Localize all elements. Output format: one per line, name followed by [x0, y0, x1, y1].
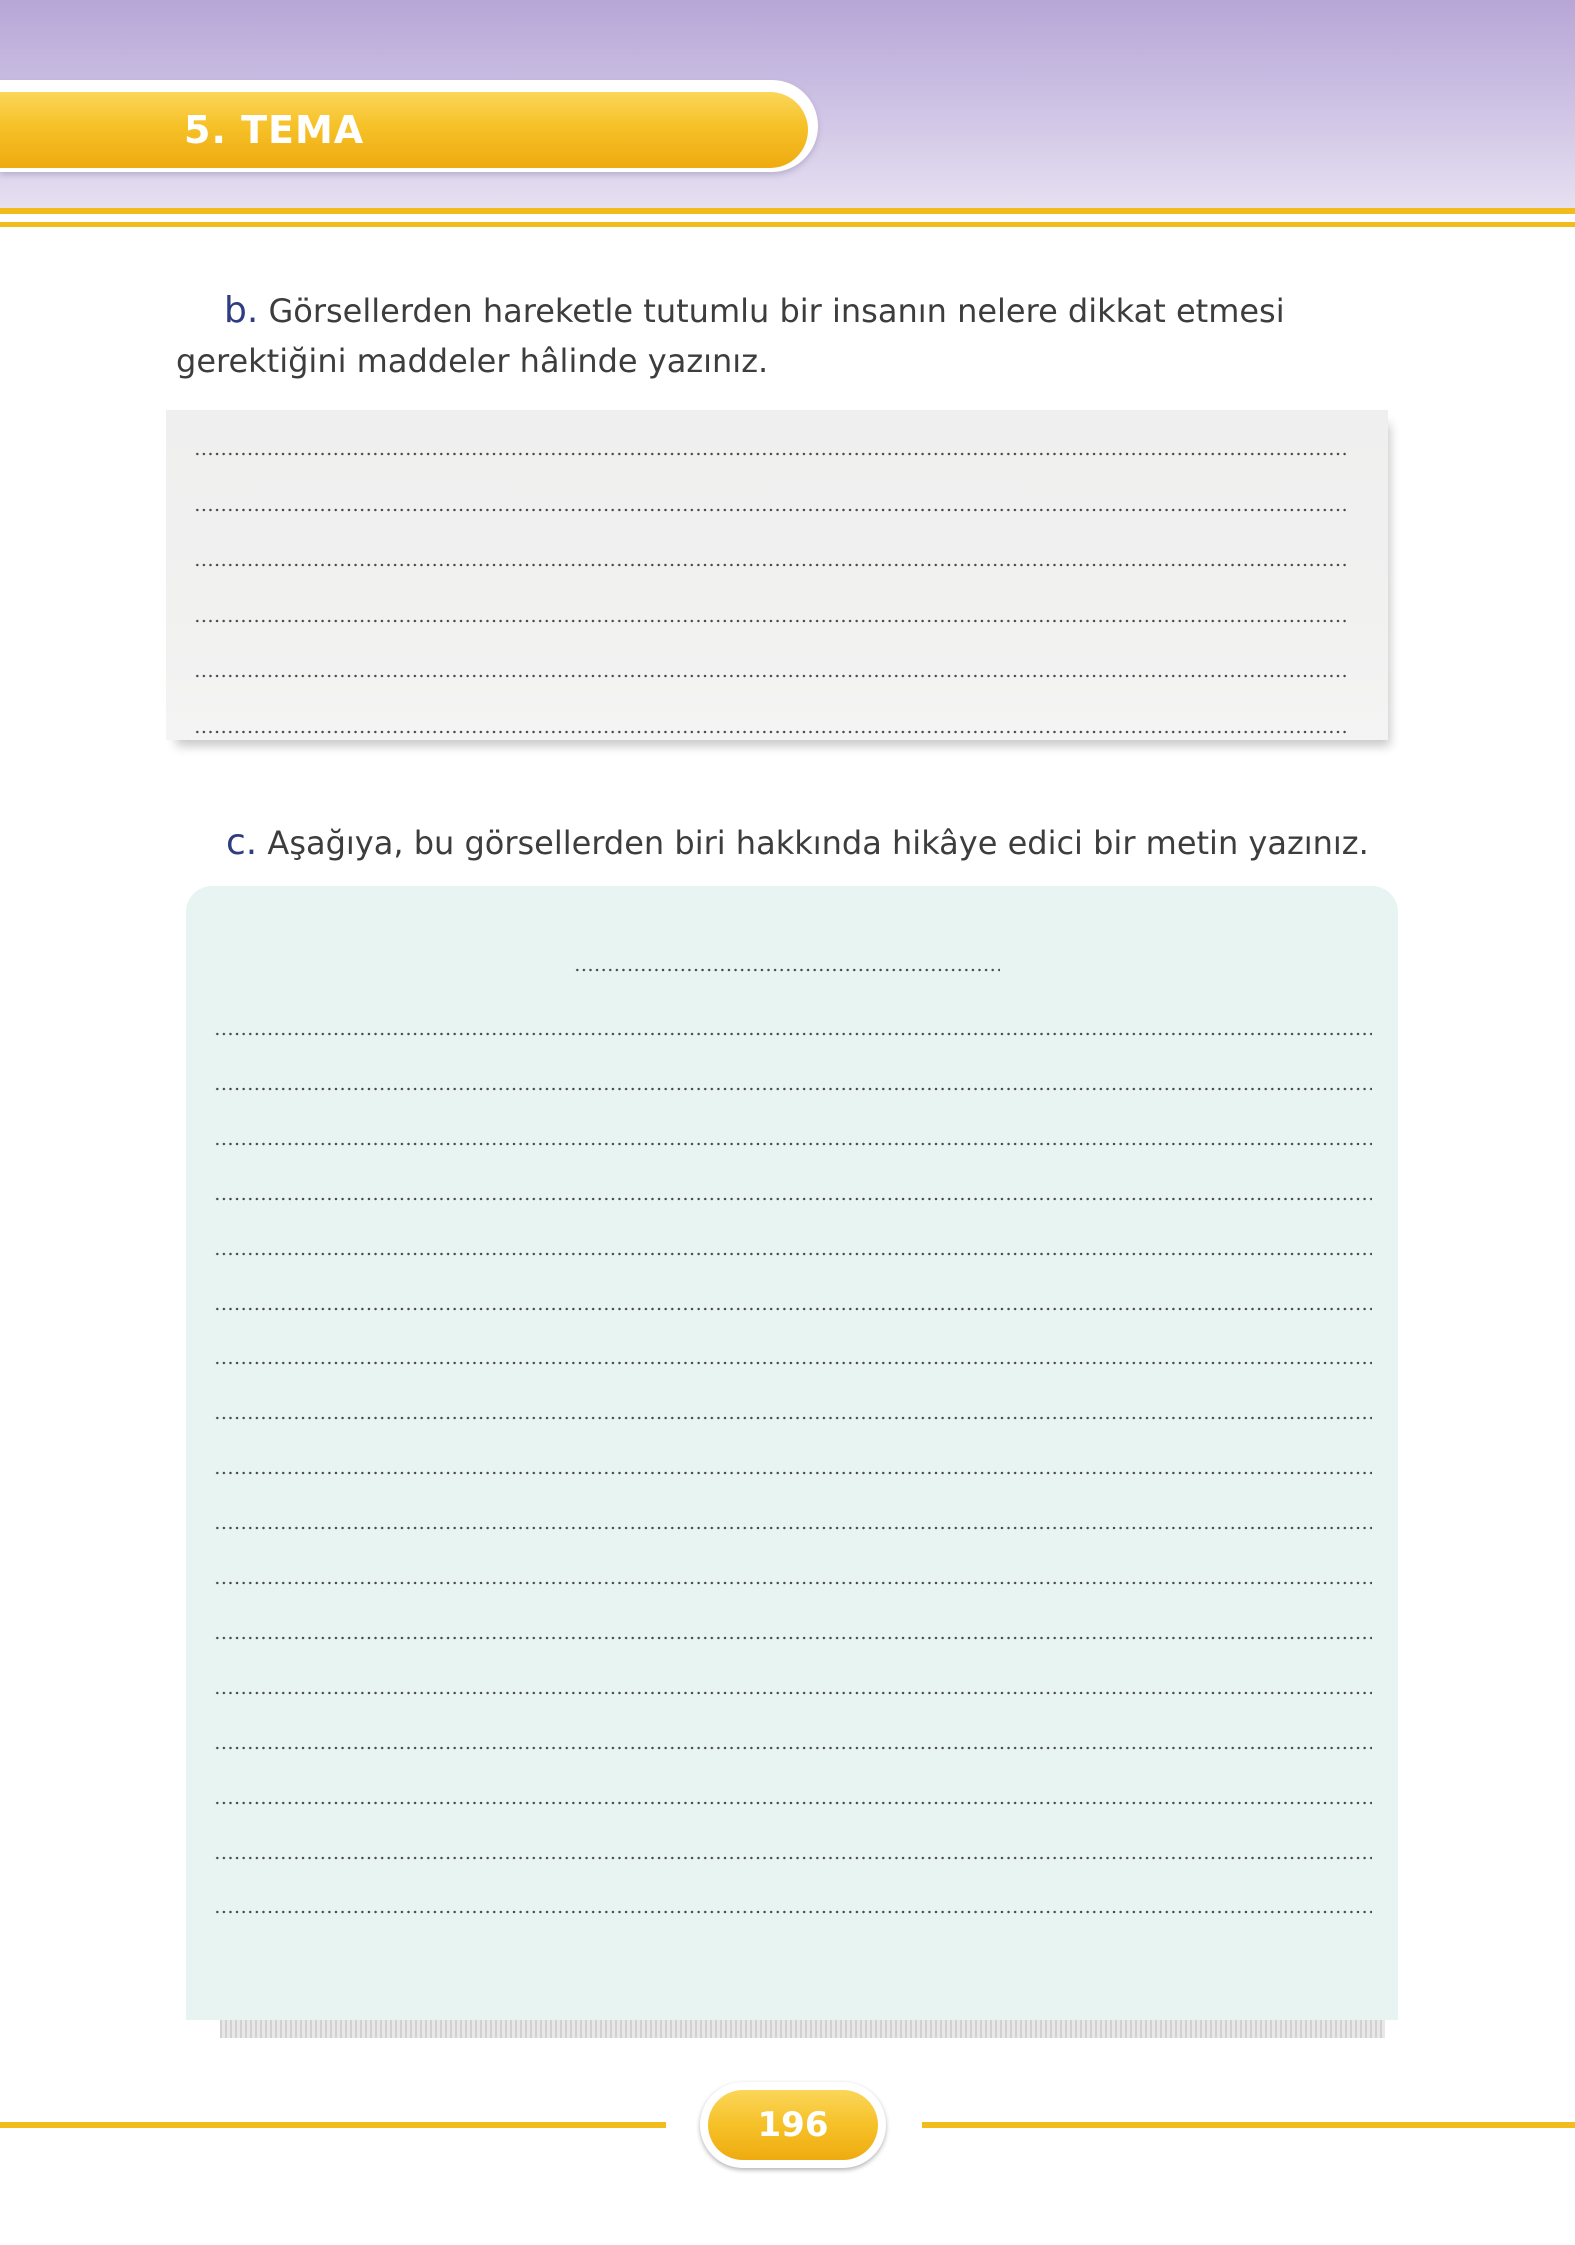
instruction-c — [226, 818, 1426, 868]
answer-line[interactable] — [214, 1471, 1372, 1475]
answer-line[interactable] — [194, 452, 1346, 456]
answer-line[interactable] — [214, 1142, 1372, 1146]
answer-line[interactable] — [214, 1746, 1372, 1750]
footer-divider-right — [922, 2122, 1575, 2128]
answer-line[interactable] — [194, 563, 1346, 567]
answer-box-c — [186, 886, 1398, 2020]
answer-line[interactable] — [214, 1307, 1372, 1311]
instruction-b-marker: b. — [224, 290, 259, 331]
answer-line[interactable] — [194, 674, 1346, 678]
answer-line[interactable] — [214, 1252, 1372, 1256]
instruction-c-marker: c. — [226, 822, 258, 863]
footer-divider-left — [0, 2122, 666, 2128]
answer-line[interactable] — [214, 1691, 1372, 1695]
theme-title: 5. TEMA — [184, 108, 365, 152]
answer-line[interactable] — [214, 1526, 1372, 1530]
answer-line[interactable] — [214, 1636, 1372, 1640]
header-divider — [0, 208, 1575, 214]
answer-line[interactable] — [214, 1197, 1372, 1201]
instruction-b — [176, 286, 1401, 386]
answer-line[interactable] — [214, 1416, 1372, 1420]
story-title-line[interactable] — [574, 968, 1000, 972]
page-number-badge — [700, 2082, 886, 2168]
page-number: 196 — [708, 2090, 878, 2160]
instruction-c-text: Aşağıya, bu görsellerden biri hakkında hikâye edici bir metin yazınız. — [257, 824, 1369, 862]
answer-line[interactable] — [214, 1801, 1372, 1805]
answer-line[interactable] — [214, 1032, 1372, 1036]
answer-line[interactable] — [214, 1361, 1372, 1365]
instruction-b-text: Görsellerden hareketle tutumlu bir insanın nelere dikkat etmesi gerektiğini maddeler hâlinde yazınız. — [176, 292, 1285, 380]
answer-line[interactable] — [214, 1087, 1372, 1091]
answer-line[interactable] — [194, 508, 1346, 512]
answer-line[interactable] — [214, 1856, 1372, 1860]
answer-box-b — [166, 410, 1388, 740]
answer-line[interactable] — [194, 619, 1346, 623]
answer-line[interactable] — [214, 1581, 1372, 1585]
header-divider-secondary — [0, 222, 1575, 227]
theme-pill — [0, 92, 808, 168]
answer-line[interactable] — [214, 1910, 1372, 1914]
answer-line[interactable] — [194, 730, 1346, 734]
